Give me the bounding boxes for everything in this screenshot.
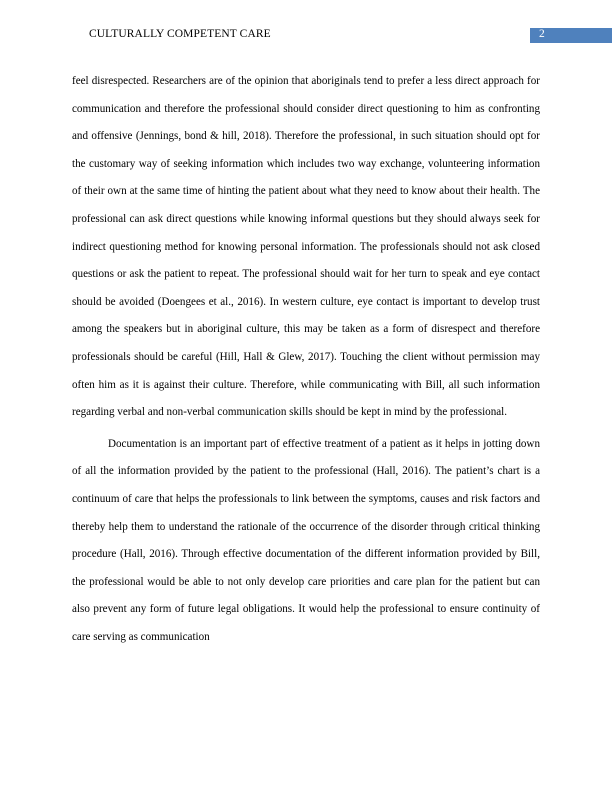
running-head: CULTURALLY COMPETENT CARE <box>89 28 271 40</box>
paragraph-2: Documentation is an important part of effective treatment of a patient as it helps in jotting down of all the information provided by the patient to the professional (Hall, 2016). The patient’s chart is a continuum of care that helps the professionals to link between the symptoms, causes and risk factors and thereby help them to understand the rationale of the occurrence of the disorder through critical thinking procedure (Hall, 2016). Through effective documentation of the different information provided by Bill, the professional would be able to not only develop care priorities and care plan for the patient but can also prevent any form of future legal obligations. It would help the professional to ensure continuity of care serving as communication <box>72 437 540 643</box>
paragraph-1: feel disrespected. Researchers are of the opinion that aboriginals tend to prefer a less direct approach for communication and therefore the professional should consider direct questioning to him as confronting and offensive (Jennings, bond & hill, 2018). Therefore the professional, in such situation should opt for the customary way of seeking information which includes two way exchange, volunteering information of their own at the same time of hinting the patient about what they need to know about their health. The professional can ask direct questions while knowing informal questions but they should always seek for indirect questioning method for knowing personal information. The professionals should not ask closed questions or ask the patient to repeat. The professional should wait for her turn to speak and eye contact should be avoided (Doengees et al., 2016). In western culture, eye contact is important to develop trust among the speakers but in aboriginal culture, this may be taken as a form of disrespect and therefore professionals should be careful (Hill, Hall & Glew, 2017). Touching the client without permission may often him as it is against their culture. Therefore, while communicating with Bill, all such information regarding verbal and non-verbal communication skills should be kept in mind by the professional. <box>72 75 540 419</box>
page-number: 2 <box>539 28 545 40</box>
page-number-box <box>530 28 612 43</box>
document-body <box>72 68 540 651</box>
page-header <box>0 28 612 46</box>
